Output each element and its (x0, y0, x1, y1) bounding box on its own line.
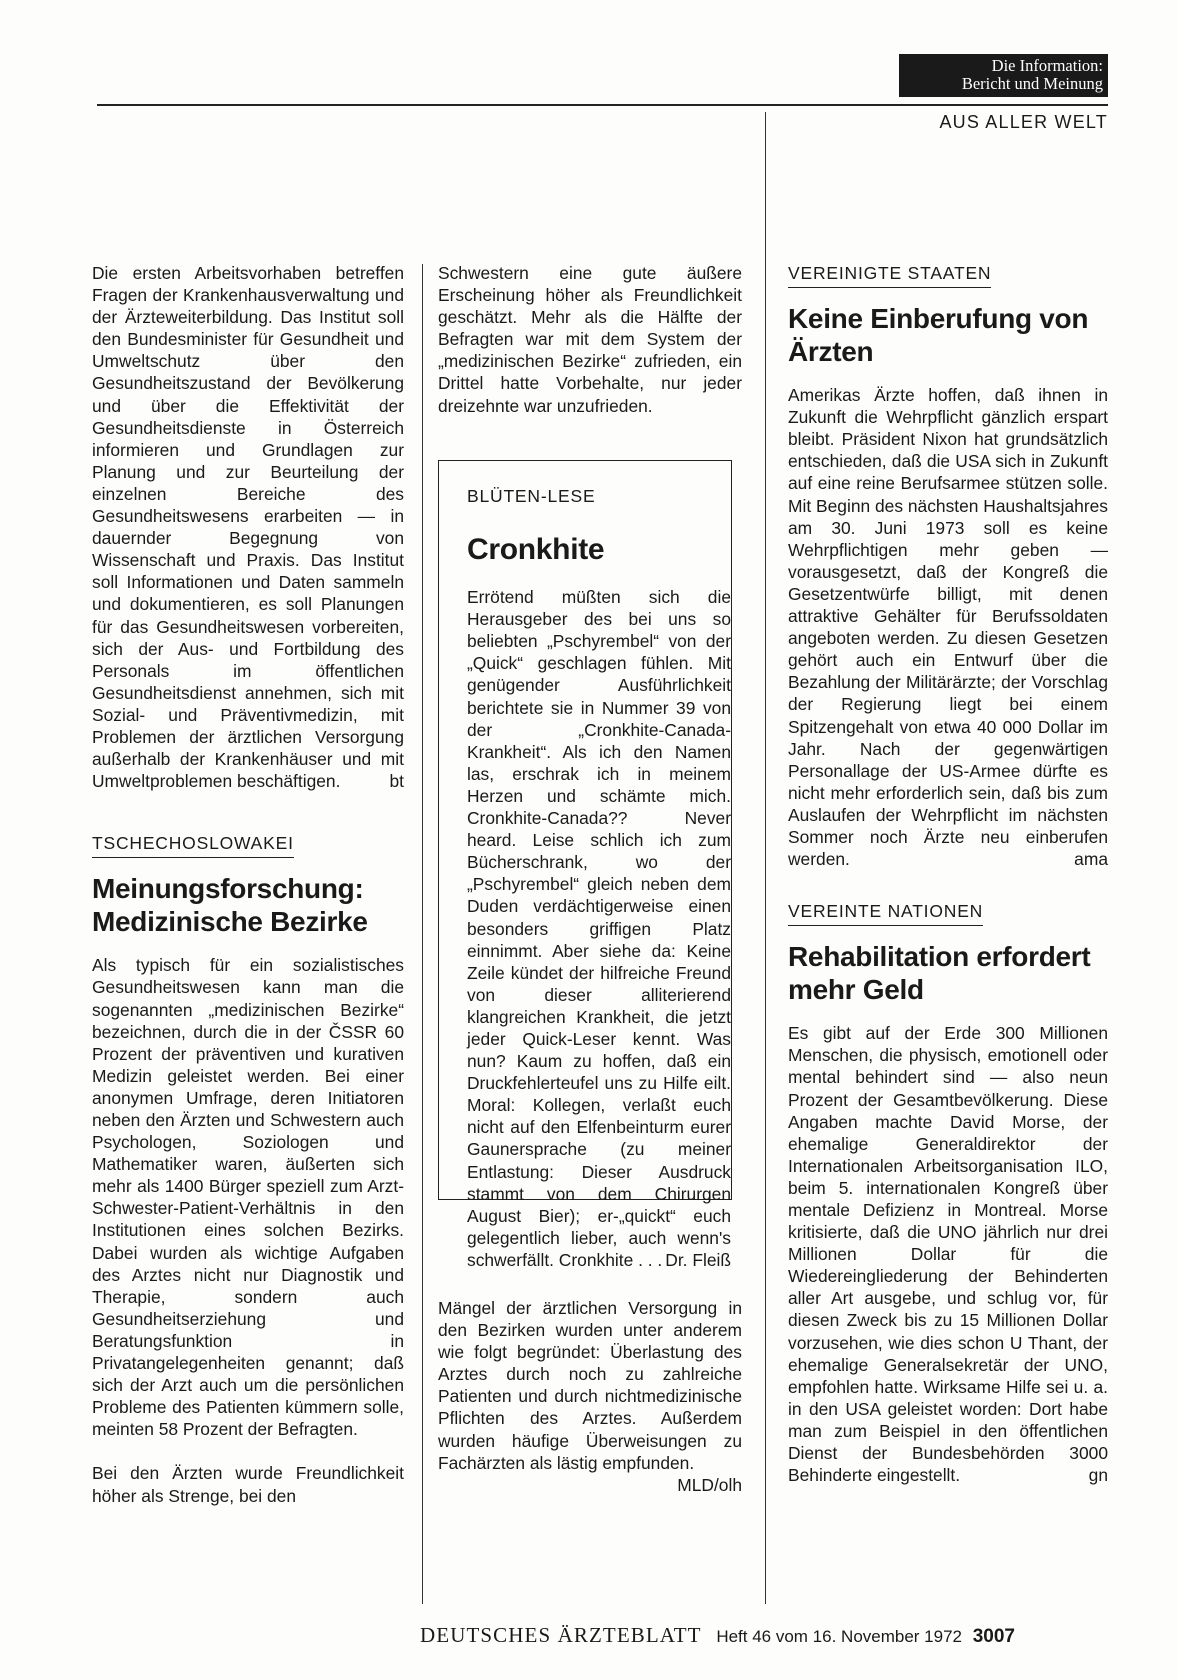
cronkhite-text: Errötend müßten sich die Herausgeber des bei uns so beliebten „Pschyrembel“ von der „Quick“ geschlagen fühlen. Mit genügender Ausführlichkeit berichtete sie in Nummer 39 von der „Cronkhite-Canada-Krankheit“. Als ich den Namen las, erschrak ich in meinem Herzen und schämte mich. Cronkhite-Canada?? Never heard. Leise schlich ich zum Bücherschrank, wo der „Pschyrembel“ gleich neben dem Duden verdächtigerweise einen besonders griffigen Platz einnimmt. Aber siehe da: Keine Zeile kündet der hilfreiche Freund von dieser alliterierend klangreichen Krankheit, die jetzt jeder Quick-Leser kennt. Was nun? Kaum zu hoffen, daß ein Druckfehlerteufel uns zu Hilfe eilt. Moral: Kollegen, verlaßt euch nicht auf den Elfenbeinturm eurer Gaunersprache (zu meiner Entlastung: Dieser Ausdruck stammt von dem Chirurgen August Bier); er-„quickt“ euch gelegentlich lieber, auch wenn's schwerfällt. Cronkhite . . . Dr. Fleiß (467, 587, 731, 1270)
journal-title: DEUTSCHES ÄRZTEBLATT (420, 1623, 702, 1647)
headline-einberufung: Keine Einberufung von Ärzten (788, 303, 1089, 368)
author-sign: bt (389, 771, 404, 792)
rubric-usa: VEREINIGTE STAATEN (788, 262, 991, 288)
author-sign: gn (1088, 1465, 1108, 1486)
section-header-box (899, 54, 1108, 97)
article-czech-text: Als typisch für ein sozialistisches Gesundheitswesen kann man die sogenannten „medizinischen Bezirke“ bezeichnen, durch die in der ČSSR 60 Prozent der präventiven und kurativen Medizin geleistet werden. Bei einer anonymen Umfrage, deren Initiatoren neben den Ärzten und Schwestern auch Psychologen, Soziologen und Mathematiker waren, äußerten sich mehr als 1400 Bürger speziell zum Arzt-Schwester-Patient-Verhältnis in den Institutionen eines solchen Bezirks. Dabei wurden als wichtige Aufgaben des Arztes nicht nur Diagnostik und Therapie, sondern auch Gesundheitserziehung und Beratungsfunktion in Privatangelegenheiten genannt; daß sich der Arzt auch um die persönlichen Probleme des Patienten kümmern solle, meinten 58 Prozent der Befragten. (92, 955, 404, 1440)
section-tag: AUS ALLER WELT (939, 112, 1108, 132)
column-1 (92, 262, 404, 1507)
column-2-top (438, 262, 742, 417)
sidebar-box-bluetenlese (438, 460, 732, 1270)
author-sign: Dr. Fleiß (665, 1249, 731, 1270)
article-austria-text: Die ersten Arbeitsvorhaben betreffen Fragen der Krankenhausverwaltung und der Ärzteweiterbildung. Das Institut soll den Bundesminister für Gesundheit und Umweltschutz über den Gesundheitszustand der Bevölkerung und über die Effektivität der Gesundheitsdienste in Österreich informieren und Grundlagen zur Planung und zur Beurteilung der einzelnen Bereiche des Gesundheitswesens erarbeiten — in dauernder Begegnung von Wissenschaft und Praxis. Das Institut soll Informationen und Daten sammeln und dokumentieren, es soll Planungen für das Gesundheitswesen vorbereiten, sich der Aus- und Fortbildung des Personals im öffentlichen Gesundheitsdienst annehmen, sich mit Sozial- und Präventivmedizin, mit Problemen der ärztlichen Versorgung außerhalb der Krankenhäuser und mit Umweltproblemen beschäftigen. bt (92, 263, 404, 792)
article-czech-conclusion: Mängel der ärztlichen Versorgung in den Bezirken wurden unter anderem wie folgt begründet: Überlastung des Arztes durch noch zu zahlreiche Patienten und durch nichtmedizinische Pflichten des Arztes. Außerdem wurden häufige Überweisungen zu Fachärzten als lästig empfunden. MLD/olh (438, 1298, 742, 1495)
issue-info: Heft 46 vom 16. November 1972 (716, 1627, 962, 1646)
headline-meinungsforschung: Meinungsforschung: Medizinische Bezirke (92, 873, 368, 938)
author-sign: MLD/olh (677, 1474, 742, 1495)
rubric-czechoslovakia: TSCHECHOSLOWAKEI (92, 832, 294, 858)
headline-cronkhite: Cronkhite (467, 533, 605, 567)
article-un-text: Es gibt auf der Erde 300 Millionen Menschen, die physisch, emotionell oder mental behindert sind — also neun Prozent der Gesamtbevölkerung. Diese Angaben machte David Morse, der ehemalige Generaldirektor der Internationalen Arbeitsorganisation ILO, beim 5. internationalen Kongreß über mentale Defizienz in Montreal. Morse kritisierte, daß die UNO jährlich nur drei Millionen Dollar für die Wiedereingliederung der Behinderten aller Art ausgebe, und schlug vor, für diesen Zweck bis zu 15 Millionen Dollar vorzusehen, wie dies schon U Thant, der ehemalige Generalsekretär der UNO, empfohlen hatte. Wirksame Hilfe sei u. a. in den USA geleistet worden: Dort habe man zum Beispiel in den öffentlichen Dienst der Bundesbehörden 3000 Behinderte eingestellt. gn (788, 1023, 1108, 1486)
article-czech-text-2: Bei den Ärzten wurde Freundlichkeit höher als Strenge, bei den (92, 1463, 404, 1506)
header-line-1: Die Information: (991, 56, 1103, 75)
headline-rehabilitation: Rehabilitation erfordert mehr Geld (788, 941, 1091, 1006)
rubric-bluetenlese: BLÜTEN-LESE (467, 486, 596, 506)
header-line-2: Bericht und Meinung (961, 74, 1103, 93)
article-usa-text: Amerikas Ärzte hoffen, daß ihnen in Zukunft die Wehrpflicht gänzlich erspart bleibt. Präsident Nixon hat grundsätzlich entschieden, daß die USA sich in Zukunft auf eine reine Berufsarmee stützen solle. Mit Beginn des nächsten Haushaltsjahres am 30. Juni 1973 soll es keine Wehrpflichtigen mehr geben — vorausgesetzt, daß der Kongreß die Gesetzentwürfe billigt, mit denen attraktive Gehälter für Berufssoldaten angeboten werden. Zu diesen Gesetzen gehört auch ein Entwurf über die Bezahlung der Militärärzte; der Vorschlag der Regierung liegt bei einem Spitzengehalt von etwa 40 000 Dollar im Jahr. Nach der gegenwärtigen Personallage der US-Armee dürfte es nicht mehr erforderlich sein, daß bis zum Auslaufen der Wehrpflicht im nächsten Sommer noch Ärzte neu einberufen werden. ama (788, 385, 1108, 870)
author-sign: ama (1074, 849, 1108, 870)
rubric-un: VEREINTE NATIONEN (788, 900, 983, 926)
column-2-bottom (438, 1297, 742, 1496)
page-footer (420, 1623, 1108, 1648)
column-3 (788, 262, 1108, 1486)
header-rule (97, 104, 1108, 106)
column-rule-1 (422, 264, 423, 1604)
article-czech-continued: Schwestern eine gute äußere Erscheinung höher als Freundlichkeit geschätzt. Mehr als die Hälfte der Befragten war mit dem System der „medizinischen Bezirke“ zufrieden, ein Drittel hatte Vorbehalte, nur jeder dreizehnte war unzufrieden. (438, 263, 742, 416)
page-number: 3007 (972, 1626, 1016, 1647)
column-rule-2 (765, 112, 766, 1604)
